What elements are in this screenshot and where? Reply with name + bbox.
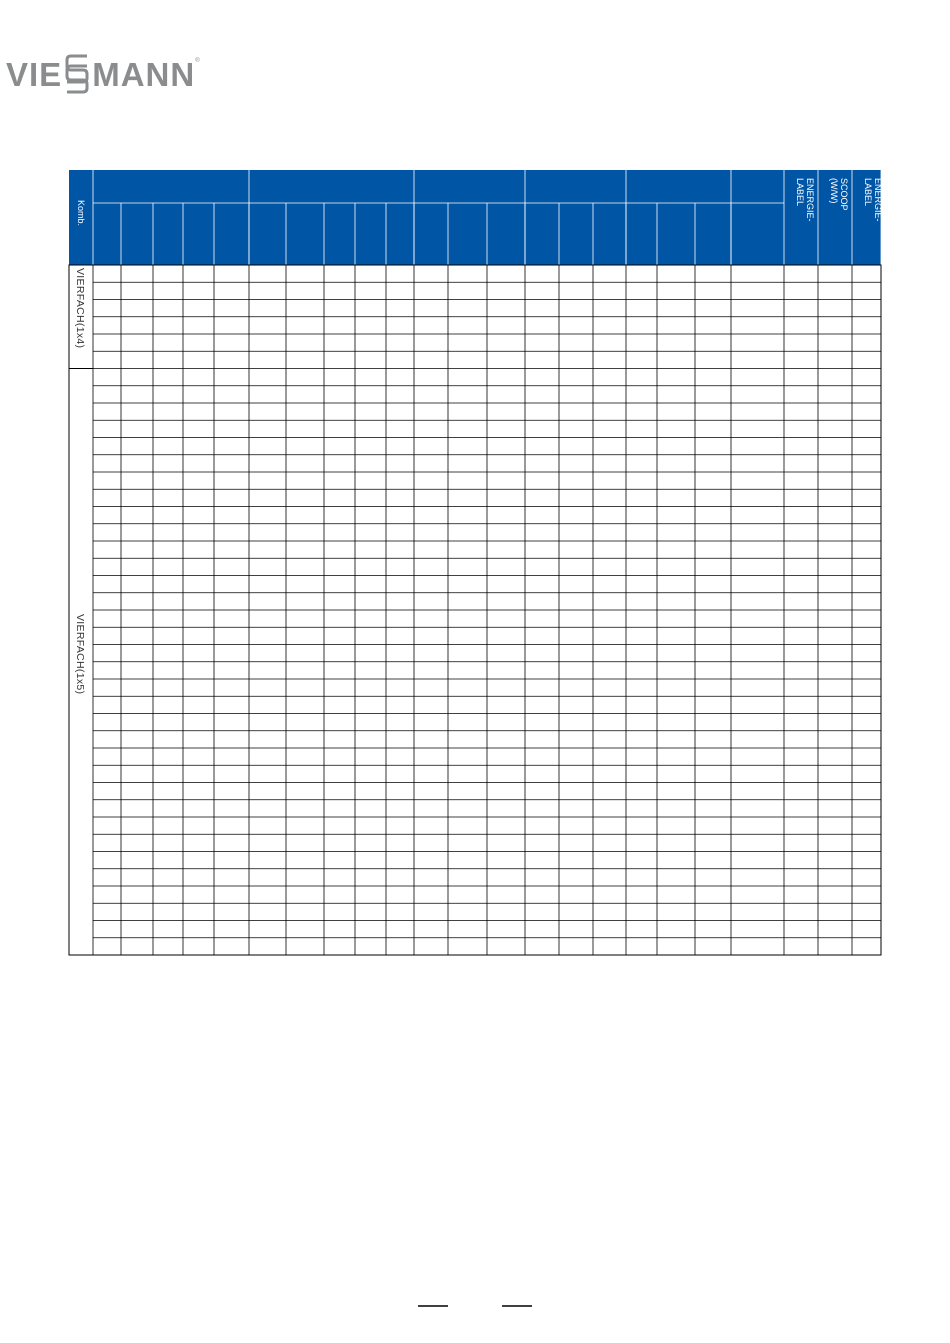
header-right-label: ENERGIE-	[873, 178, 883, 222]
table-header	[69, 170, 881, 265]
header-right-label: LABEL	[863, 178, 873, 207]
group-label-1x4: VIERFACH(1x4)	[74, 268, 86, 349]
header-right-label: (W/W)	[829, 178, 839, 204]
logo-text-right: MANN	[92, 55, 196, 93]
header-right-label: ENERGIE-	[805, 178, 815, 222]
table-labels	[74, 200, 86, 694]
header-komb: Komb.	[76, 200, 86, 227]
logo-text-left: VIE	[6, 55, 63, 93]
table-grid	[69, 265, 881, 955]
header-background	[69, 170, 881, 265]
group-label-1x5: VIERFACH(1x5)	[74, 614, 86, 695]
header-right-label: LABEL	[795, 178, 805, 207]
header-right-label: SCOOP	[839, 178, 849, 211]
trademark-mark: ®	[195, 58, 200, 64]
